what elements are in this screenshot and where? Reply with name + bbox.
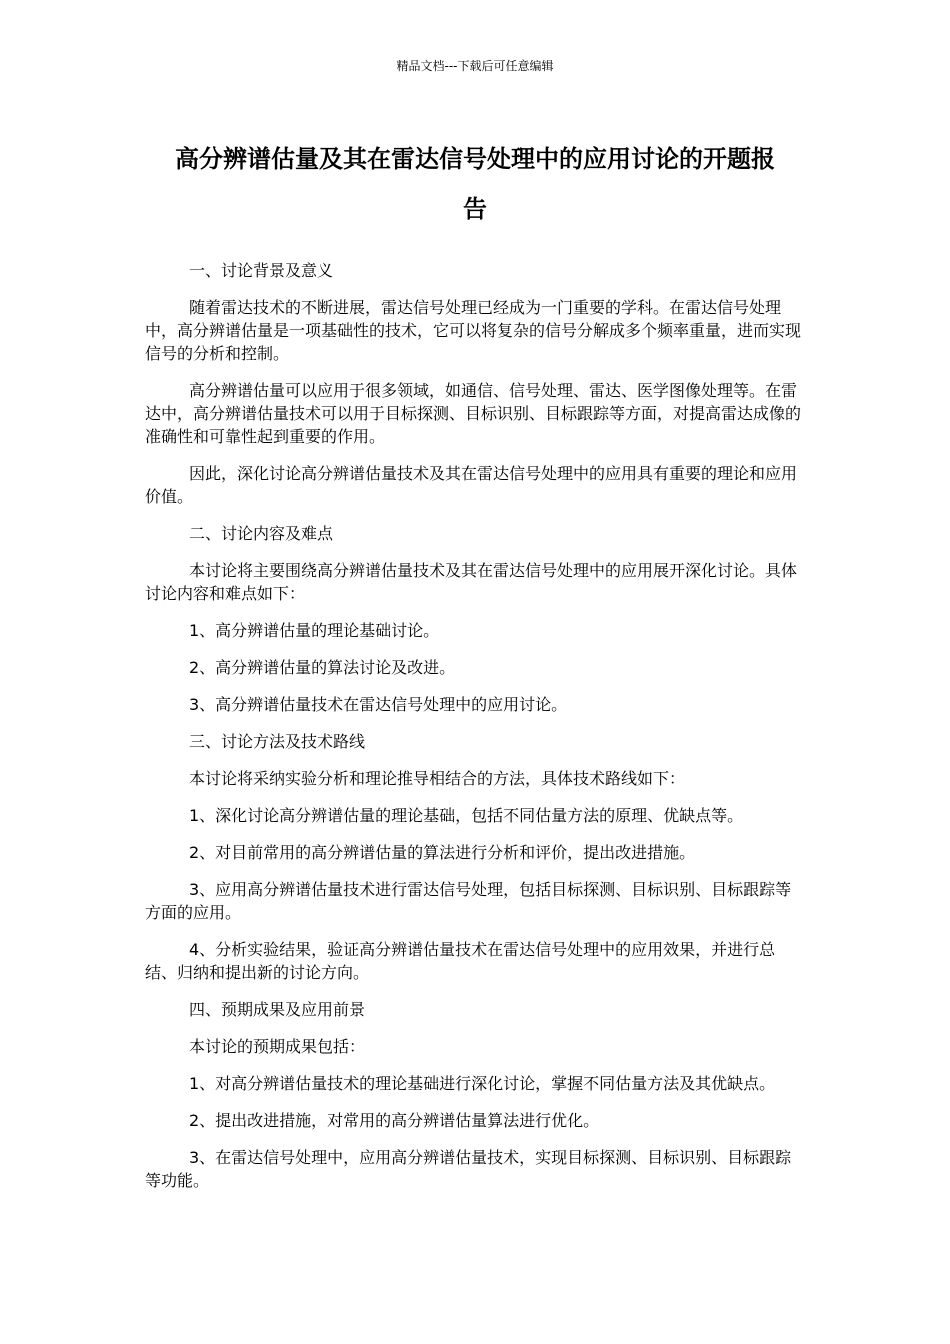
list-item: 3、在雷达信号处理中，应用高分辨谱估量技术，实现目标探测、目标识别、目标跟踪等功能。 (145, 1148, 792, 1190)
list-item: 1、高分辨谱估量的理论基础讨论。 (189, 621, 440, 640)
list-item: 3、应用高分辨谱估量技术进行雷达信号处理，包括目标探测、目标识别、目标跟踪等方面的应用。 (145, 880, 792, 922)
title-line-1: 高分辨谱估量及其在雷达信号处理中的应用讨论的开题报 (175, 145, 775, 173)
title-line-2: 告 (463, 195, 487, 223)
paragraph: 本讨论将主要围绕高分辨谱估量技术及其在雷达信号处理中的应用展开深化讨论。具体讨论内容和难点如下： (145, 561, 798, 603)
paragraph: 本讨论的预期成果包括： (189, 1037, 366, 1056)
document-title (145, 134, 805, 234)
document-body (145, 259, 805, 1206)
list-item: 4、分析实验结果，验证高分辨谱估量技术在雷达信号处理中的应用效果，并进行总结、归纳和提出新的讨论方向。 (145, 940, 776, 982)
list-item: 2、高分辨谱估量的算法讨论及改进。 (189, 658, 456, 677)
list-item: 2、提出改进措施，对常用的高分辨谱估量算法进行优化。 (189, 1111, 600, 1130)
list-item: 3、高分辨谱估量技术在雷达信号处理中的应用讨论。 (189, 695, 568, 714)
paragraph: 本讨论将采纳实验分析和理论推导相结合的方法，具体技术路线如下： (189, 769, 686, 788)
section-heading-background: 一、讨论背景及意义 (189, 261, 334, 280)
section-heading-content: 二、讨论内容及难点 (189, 524, 334, 543)
paragraph: 高分辨谱估量可以应用于很多领域，如通信、信号处理、雷达、医学图像处理等。在雷达中，高分辨谱估量技术可以用于目标探测、目标识别、目标跟踪等方面，对提高雷达成像的准确性和可靠性起到重要的作用。 (145, 381, 802, 446)
list-item: 2、对目前常用的高分辨谱估量的算法进行分析和评价，提出改进措施。 (189, 843, 696, 862)
list-item: 1、深化讨论高分辨谱估量的理论基础，包括不同估量方法的原理、优缺点等。 (189, 806, 744, 825)
paragraph: 随着雷达技术的不断进展，雷达信号处理已经成为一门重要的学科。在雷达信号处理中，高分辨谱估量是一项基础性的技术，它可以将复杂的信号分解成多个频率重量，进而实现信号的分析和控制。 (145, 298, 802, 363)
paragraph: 因此，深化讨论高分辨谱估量技术及其在雷达信号处理中的应用具有重要的理论和应用价值。 (145, 464, 798, 506)
section-heading-method: 三、讨论方法及技术路线 (189, 732, 366, 751)
list-item: 1、对高分辨谱估量技术的理论基础进行深化讨论，掌握不同估量方法及其优缺点。 (189, 1074, 776, 1093)
section-heading-outcomes: 四、预期成果及应用前景 (189, 1000, 366, 1019)
page-header-note: 精品文档---下载后可任意编辑 (396, 59, 554, 73)
